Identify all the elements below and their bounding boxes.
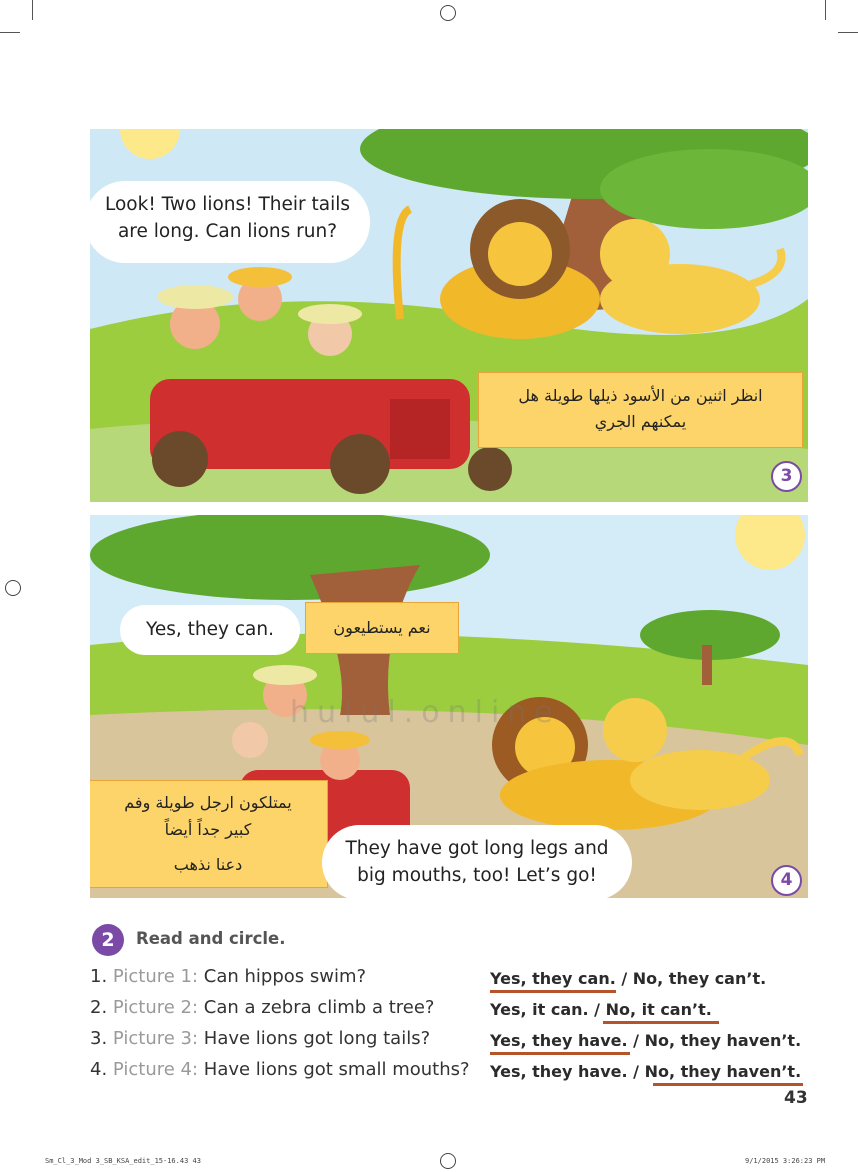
question-text: Can hippos swim? bbox=[203, 966, 367, 987]
picture-number: 4 bbox=[771, 865, 802, 896]
arabic-line: يمتلكون ارجل طويلة وفم bbox=[124, 793, 292, 812]
registration-icon bbox=[5, 580, 21, 596]
registration-icon bbox=[440, 1153, 456, 1169]
question-line bbox=[90, 1028, 430, 1049]
registration-icon bbox=[440, 5, 456, 21]
question-text: Can a zebra climb a tree? bbox=[203, 997, 435, 1018]
answer-choice[interactable]: Yes, they have. / No, they haven’t. bbox=[490, 1062, 802, 1081]
question-number: 1. bbox=[90, 966, 108, 987]
answer-choice[interactable]: Yes, it can. / No, it can’t. bbox=[490, 1000, 712, 1019]
picture-label: Picture 2: bbox=[112, 997, 199, 1018]
exercise-number: 2 bbox=[101, 929, 115, 951]
speech-bubble bbox=[90, 181, 370, 263]
circled-answer-underline bbox=[653, 1083, 803, 1086]
speech-line: Look! Two lions! Their tails bbox=[105, 194, 350, 215]
arabic-translation bbox=[305, 602, 459, 654]
answer-choice[interactable]: Yes, they have. / No, they haven’t. bbox=[490, 1031, 802, 1050]
picture-label: Picture 1: bbox=[112, 966, 199, 987]
arabic-line: يمكنهم الجري bbox=[594, 412, 687, 431]
question-line bbox=[90, 1059, 470, 1080]
question-number: 3. bbox=[90, 1028, 108, 1049]
circled-answer-underline bbox=[490, 990, 616, 993]
exercise-instruction: Read and circle. bbox=[136, 929, 286, 948]
page-number: 43 bbox=[784, 1088, 808, 1108]
crop-mark bbox=[838, 32, 858, 33]
question-line bbox=[90, 997, 434, 1018]
story-picture-3 bbox=[90, 129, 808, 502]
speech-line: Yes, they can. bbox=[146, 619, 274, 640]
arabic-translation bbox=[90, 780, 328, 888]
speech-bubble bbox=[120, 605, 300, 655]
speech-bubble bbox=[322, 825, 632, 898]
speech-line: They have got long legs and bbox=[345, 838, 609, 859]
exercise-number-badge bbox=[92, 924, 124, 956]
arabic-translation bbox=[478, 372, 803, 448]
footer-file-info: Sm_Cl_3_Mod 3_SB_KSA_edit_15-16.43 43 bbox=[45, 1157, 201, 1165]
answer-choice[interactable]: Yes, they can. / No, they can’t. bbox=[490, 969, 767, 988]
crop-mark bbox=[0, 32, 20, 33]
speech-line: big mouths, too! Let’s go! bbox=[357, 865, 597, 886]
circled-answer-underline bbox=[603, 1021, 719, 1024]
question-line bbox=[90, 966, 366, 987]
arabic-line: دعنا نذهب bbox=[173, 855, 243, 874]
circled-answer-underline bbox=[490, 1052, 630, 1055]
crop-mark bbox=[825, 0, 826, 20]
crop-mark bbox=[32, 0, 33, 20]
footer-date: 9/1/2015 3:26:23 PM bbox=[745, 1157, 826, 1165]
arabic-line: كبير جداً أيضاً bbox=[164, 820, 252, 839]
picture-label: Picture 4: bbox=[112, 1059, 199, 1080]
question-text: Have lions got long tails? bbox=[203, 1028, 431, 1049]
watermark: hulul.online bbox=[290, 695, 561, 730]
question-number: 2. bbox=[90, 997, 108, 1018]
arabic-line: انظر اثنين من الأسود ذيلها طويلة هل bbox=[518, 386, 763, 405]
picture-number: 3 bbox=[771, 461, 802, 492]
question-text: Have lions got small mouths? bbox=[203, 1059, 470, 1080]
speech-line: are long. Can lions run? bbox=[117, 221, 338, 242]
arabic-line: نعم يستطيعون bbox=[333, 618, 431, 637]
picture-label: Picture 3: bbox=[112, 1028, 199, 1049]
question-number: 4. bbox=[90, 1059, 108, 1080]
